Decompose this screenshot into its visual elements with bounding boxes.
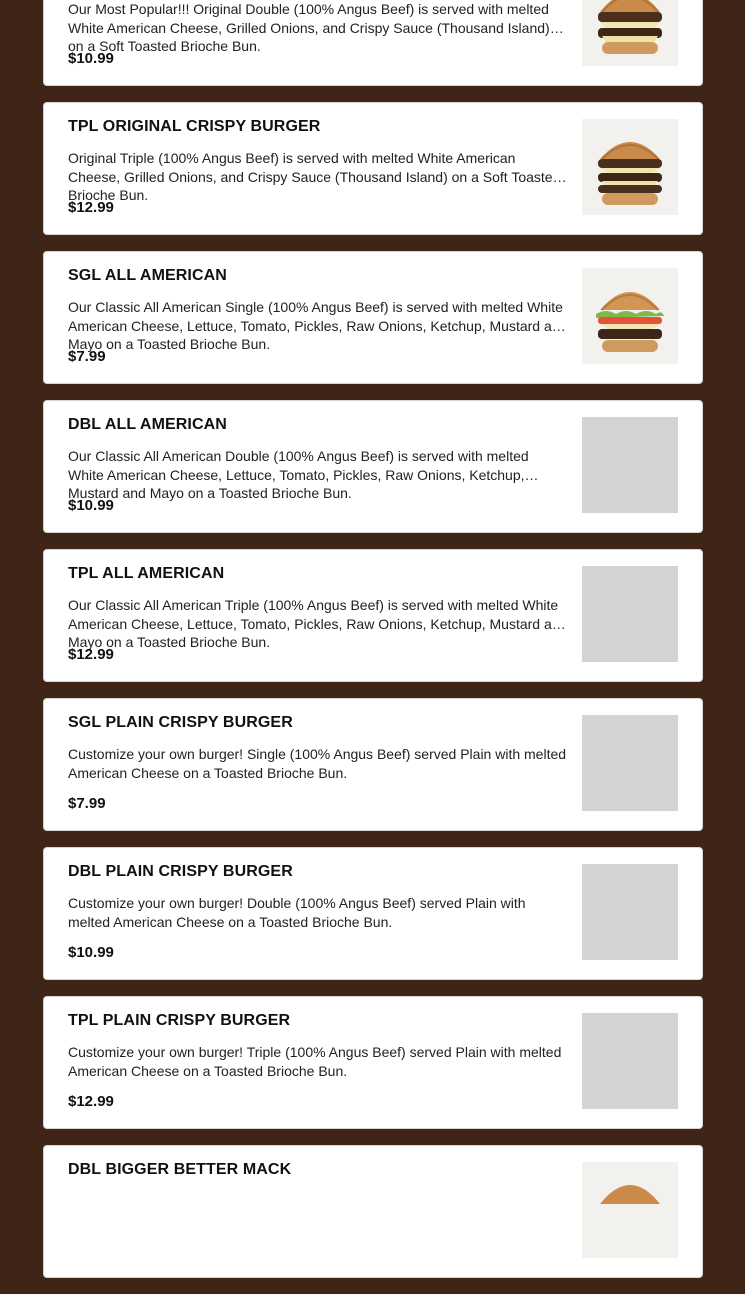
menu-item-description: Our Classic All American Double (100% Angus Beef) is served with melted White American Cheese, Lettuce, Tomato, Pickles, Raw Onions, Ketchup, Mustard and Mayo on a Toasted Brioche Bun. (68, 448, 529, 501)
menu-item-list (43, 0, 703, 1294)
menu-item-price: $7.99 (68, 795, 106, 812)
menu-item-card[interactable] (43, 1145, 703, 1278)
menu-item-price: $12.99 (68, 1093, 114, 1110)
burger-photo (582, 1162, 678, 1258)
menu-item-card[interactable] (43, 0, 703, 86)
image-placeholder (582, 1013, 678, 1109)
menu-item-card[interactable] (43, 102, 703, 235)
menu-item-card[interactable] (43, 996, 703, 1129)
menu-item-description: Our Most Popular!!! Original Double (100% Angus Beef) is served with melted White American Cheese, Grilled Onions, and Crispy Sauce (Thousand Island) on a Soft Toasted Brioche Bun. (68, 1, 550, 54)
menu-item-price: $10.99 (68, 50, 114, 67)
menu-item-name: SGL PLAIN CRISPY BURGER (68, 714, 293, 731)
image-placeholder (582, 417, 678, 513)
image-placeholder (582, 566, 678, 662)
menu-item-description: Our Classic All American Single (100% Angus Beef) is served with melted White American Cheese, Lettuce, Tomato, Pickles, Raw Onions, Ketchup, Mustard and Mayo on a Toasted Brioche Bun. (68, 299, 568, 352)
menu-item-description: Original Triple (100% Angus Beef) is served with melted White American Cheese, Grilled Onions, and Crispy Sauce (Thousand Island) on a Soft Toasted Brioche Bun. (68, 150, 561, 203)
menu-item-price: $7.99 (68, 348, 106, 365)
menu-item-name: SGL ALL AMERICAN (68, 267, 227, 284)
menu-item-name: TPL PLAIN CRISPY BURGER (68, 1012, 291, 1029)
image-placeholder (582, 864, 678, 960)
burger-photo (582, 268, 678, 364)
menu-item-card[interactable] (43, 847, 703, 980)
menu-item-name: DBL PLAIN CRISPY BURGER (68, 863, 293, 880)
menu-item-card[interactable] (43, 400, 703, 533)
menu-item-price: $12.99 (68, 199, 114, 216)
menu-item-description: Our Classic All American Triple (100% Angus Beef) is served with melted White American Cheese, Lettuce, Tomato, Pickles, Raw Onions, Ketchup, Mustard and Mayo on a Toasted Brioche Bun. (68, 597, 568, 650)
menu-item-price: $10.99 (68, 497, 114, 514)
menu-item-name: DBL ALL AMERICAN (68, 416, 227, 433)
menu-item-description: Customize your own burger! Single (100% Angus Beef) served Plain with melted American Cheese on a Toasted Brioche Bun. (68, 746, 567, 781)
menu-item-name: DBL BIGGER BETTER MACK (68, 1161, 292, 1178)
menu-item-name: TPL ORIGINAL CRISPY BURGER (68, 118, 321, 135)
menu-item-card[interactable] (43, 549, 703, 682)
menu-item-price: $10.99 (68, 944, 114, 961)
burger-photo (582, 119, 678, 215)
menu-item-name: TPL ALL AMERICAN (68, 565, 225, 582)
menu-item-description: Customize your own burger! Double (100% Angus Beef) served Plain with melted American Cheese on a Toasted Brioche Bun. (68, 895, 526, 930)
menu-item-description: Customize your own burger! Triple (100% Angus Beef) served Plain with melted American Cheese on a Toasted Brioche Bun. (68, 1044, 562, 1079)
burger-photo (582, 0, 678, 66)
menu-item-card[interactable] (43, 698, 703, 831)
menu-item-price: $12.99 (68, 646, 114, 663)
image-placeholder (582, 715, 678, 811)
menu-item-card[interactable] (43, 251, 703, 384)
